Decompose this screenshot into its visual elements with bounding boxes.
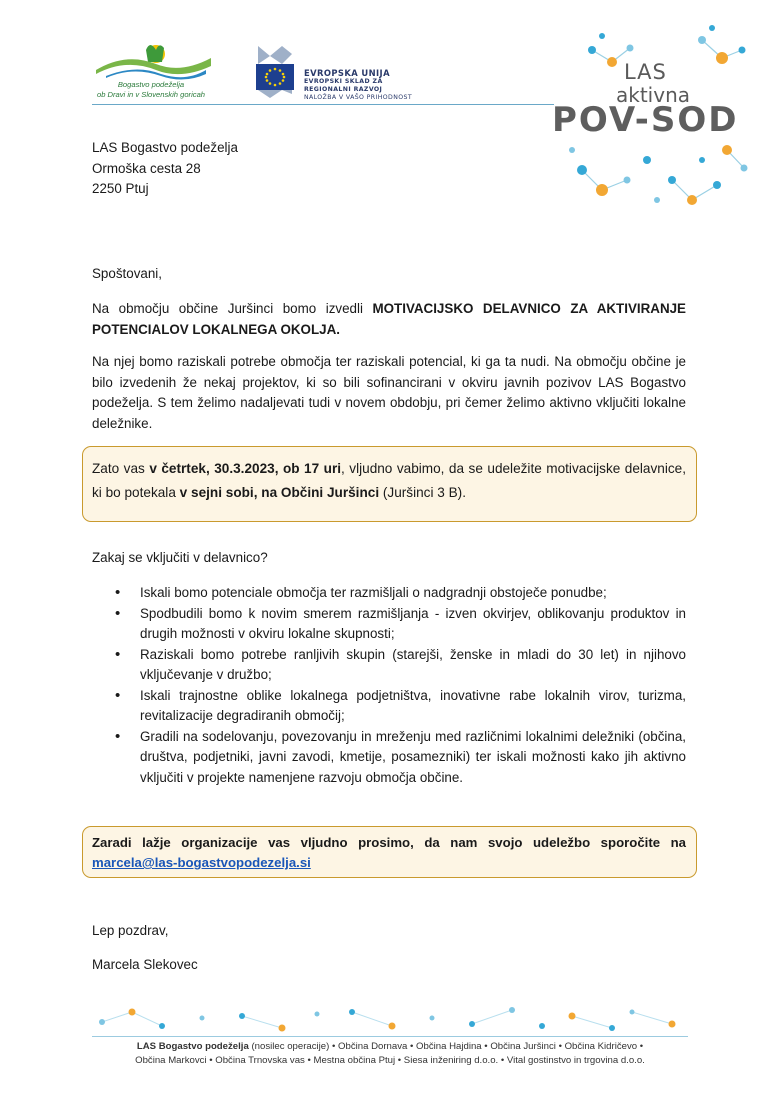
signature: Marcela Slekovec	[92, 957, 198, 972]
list-item: • Spodbudili bomo k novim smerem razmišljanja - izven okvirjev, oblikovanju produktov in drugih možnosti v okviru lokalne skupnosti;	[92, 604, 686, 645]
eu-flag-icon	[256, 64, 294, 90]
address-line2: Ormoška cesta 28	[92, 160, 201, 176]
las-logo-title: LAS	[624, 60, 667, 84]
closing: Lep pozdrav,	[92, 923, 169, 938]
greeting: Spoštovani,	[92, 266, 162, 281]
address-line1: LAS Bogastvo podeželja	[92, 140, 238, 155]
eu-slogan: NALOŽBA V VAŠO PRIHODNOST	[304, 94, 413, 101]
las-logo-name: POV-SOD	[552, 100, 739, 140]
reasons-list	[92, 583, 686, 788]
list-item: • Iskali trajnostne oblike lokalnega podjetništva, inovativne rabe lokalnih virov, turizma, revitalizacije degradiranih območij;	[92, 686, 686, 727]
bogastvo-podezelja-logo	[86, 40, 216, 102]
las-aktivna-pov-sod-logo	[552, 20, 757, 215]
footer-divider	[92, 1036, 688, 1037]
event-datetime: v četrtek, 30.3.2023, ob 17 uri	[149, 461, 342, 476]
footer-line1: LAS Bogastvo podeželja (nosilec operacije) • Občina Dornava • Občina Hajdina • Občina Juršinci • Občina Kidričevo •	[136, 1041, 644, 1052]
eu-title: EVROPSKA UNIJA	[304, 68, 390, 78]
footer-partners	[92, 1040, 688, 1068]
event-location: v sejni sobi, na Občini Juršinci	[179, 485, 380, 500]
email-link[interactable]: marcela@las-bogastvopodezelja.si	[92, 855, 311, 870]
logo-caption-line2: ob Dravi in v Slovenskih goricah	[96, 90, 206, 99]
recipient-address	[92, 138, 392, 200]
intro-paragraph	[92, 299, 686, 340]
list-item: • Raziskali bomo potrebe ranljivih skupin (starejši, ženske in mladi do 30 let) in njihovo vključevanje v družbo;	[92, 645, 686, 686]
registration-notice: Zaradi lažje organizacije vas vljudno prosimo, da nam svojo udeležbo sporočite na marcela@las-bogastvopodezelja.si	[92, 835, 686, 870]
landscape-logo-icon	[86, 40, 216, 80]
footer-molecule-decoration-icon	[92, 1002, 688, 1036]
logo-caption-line1: Bogastvo podeželja	[117, 80, 185, 89]
invitation-text: Zato vas v četrtek, 30.3.2023, ob 17 uri, vljudno vabimo, da se udeležite motivacijske delavnice, ki bo potekala v sejni sobi, na Občini Juršinci (Juršinci 3 B).	[92, 461, 686, 500]
las-logo-subtitle: aktivna	[616, 83, 691, 107]
address-line3: 2250 Ptuj	[92, 181, 149, 196]
header-divider	[92, 104, 554, 105]
eu-fund-line2: REGIONALNI RAZVOJ	[304, 86, 383, 93]
footer-line2: Občina Markovci • Občina Trnovska vas • Mestna občina Ptuj • Siesa inženiring d.o.o. • Vital gostinstvo in trgovina d.o.o.	[135, 1055, 645, 1066]
eu-fund-line1: EVROPSKI SKLAD ZA	[304, 78, 383, 85]
list-item: • Gradili na sodelovanju, povezovanju in mreženju med različnimi lokalnimi deležniki (občina, društva, podjetniki, javni zavodi, kmetije, posamezniki) ter iskali možnosti kako jih aktivno vključiti v projekte namenjene razvoju območja občine.	[92, 727, 686, 789]
list-item: • Iskali bomo potenciale območja ter razmišljali o nadgradnji obstoječe ponudbe;	[92, 583, 686, 604]
eu-logo-block	[256, 44, 421, 104]
intro-text: Na območju občine Juršinci bomo izvedli	[92, 301, 373, 316]
description-paragraph: Na njej bomo raziskali potrebe območja ter raziskali potencial, ki ga ta nudi. Na območju občine je bilo izvedenih že nekaj projektov, ki so bili sofinancirani v okviru javnih pozivov LAS Bogastvo podeželja. S tem želimo nadaljevati tudi v novem obdobju, pri čemer želimo aktivno vključiti lokalne deležnike.	[92, 354, 686, 431]
workshop-title: MOTIVACIJSKO DELAVNICO ZA AKTIVIRANJE POTENCIALOV LOKALNEGA OKOLJA.	[92, 301, 686, 337]
why-join-heading: Zakaj se vključiti v delavnico?	[92, 550, 268, 565]
